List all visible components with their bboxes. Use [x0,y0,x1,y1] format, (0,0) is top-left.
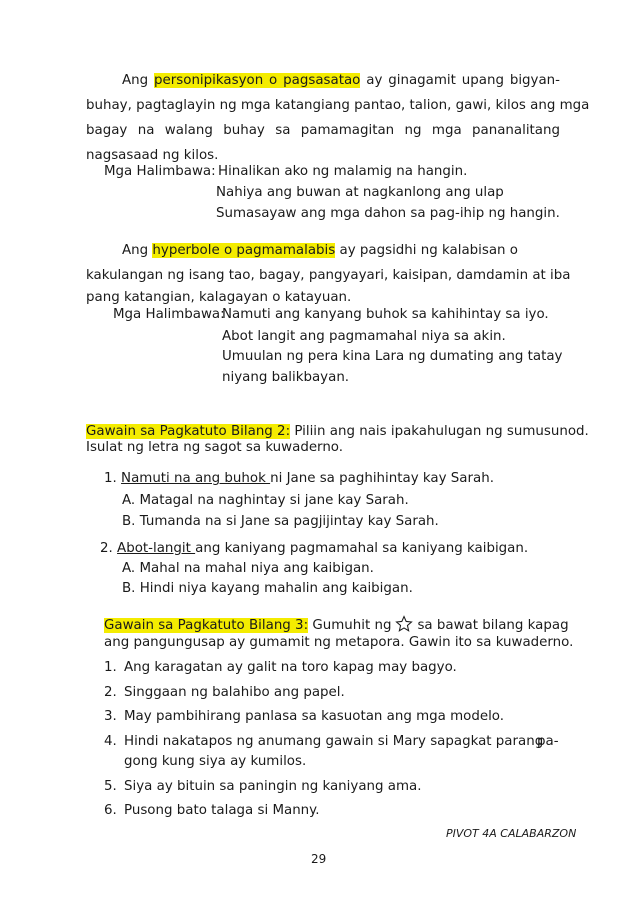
gawain2-item-2-choice-b: B. Hindi niya kayang mahalin ang kaibigan. [122,581,413,596]
gawain3-item-2: 2. Singgaan ng balahibo ang papel. [104,685,345,700]
page-number: 29 [311,852,327,866]
hyperbole-example-2: Abot langit ang pagmamahal niya sa akin. [222,329,506,344]
gawain3-instruction-line-2: ang pangungusap ay gumamit ng metapora. Gawin ito sa kuwaderno. [104,635,574,650]
personipikasyon-line-2: buhay, pagtaglayin ng mga katangiang pantao, talion, gawi, kilos ang mga [86,98,590,113]
gawain2-item-2-choice-a: A. Mahal na mahal niya ang kaibigan. [122,561,374,576]
hyperbole-line-3: pang katangian, kalagayan o katayuan. [86,290,352,305]
personipikasyon-line-1: Ang personipikasyon o pagsasatao ay ginagamit upang bigyan- [122,73,560,88]
gawain2-instruction-line-2: Isulat ng letra ng sagot sa kuwaderno. [86,440,344,455]
personipikasyon-examples-label: Mga Halimbawa: [104,164,216,179]
gawain3-instruction-line-1: Gawain sa Pagkatuto Bilang 3: Gumuhit ng sa bawat bilang kapag [104,615,569,635]
gawain3-item-4-cont: gong kung siya ay kumilos. [124,754,307,769]
hyperbole-line-1: Ang hyperbole o pagmamalabis ay pagsidhi ng kalabisan o [122,243,518,258]
gawain3-item-4: 4. Hindi nakatapos ng anumang gawain si Mary sapagkat parang [104,734,544,749]
personipikasyon-example-1: Hinalikan ako ng malamig na hangin. [218,164,468,179]
term-hyperbole: hyperbole o pagmamalabis [152,243,336,258]
gawain3-item-1: 1. Ang karagatan ay galit na toro kapag may bagyo. [104,660,457,675]
gawain2-item-1-choice-a: A. Matagal na naghintay si jane kay Sarah. [122,493,409,508]
gawain2-item-1: 1. Namuti na ang buhok ni Jane sa paghihintay kay Sarah. [104,471,494,486]
hyperbole-examples-label: Mga Halimbawa: [113,307,225,322]
gawain2-title: Gawain sa Pagkatuto Bilang 2: [86,424,291,439]
personipikasyon-example-2: Nahiya ang buwan at nagkanlong ang ulap [216,185,504,200]
hyperbole-example-3-cont: niyang balikbayan. [222,370,350,385]
gawain2-item-2: 2. Abot-langit ang kaniyang pagmamahal sa kaniyang kaibigan. [100,541,529,556]
term-personipikasyon: personipikasyon o pagsasatao [154,73,361,88]
personipikasyon-line-3: bagay na walang buhay sa pamamagitan ng mga pananalitang [86,123,560,138]
footer-label: PIVOT 4A CALABARZON [446,827,577,840]
gawain3-item-6: 6. Pusong bato talaga si Manny. [104,803,320,818]
gawain2-item-2-underlined: Abot-langit [117,541,196,556]
gawain2-instruction-line-1: Gawain sa Pagkatuto Bilang 2: Piliin ang nais ipakahulugan ng sumusunod. [86,424,589,439]
gawain2-item-1-underlined: Namuti na ang buhok [121,471,271,486]
star-outline-icon [395,615,413,633]
personipikasyon-line-4: nagsasaad ng kilos. [86,148,219,163]
personipikasyon-example-3: Sumasayaw ang mga dahon sa pag-ihip ng hangin. [216,206,560,221]
gawain3-item-4-end: pa- [537,734,559,749]
gawain3-title: Gawain sa Pagkatuto Bilang 3: [104,618,309,633]
hyperbole-example-3: Umuulan ng pera kina Lara ng dumating ang tatay [222,349,563,364]
gawain3-item-5: 5. Siya ay bituin sa paningin ng kaniyang ama. [104,779,422,794]
gawain2-item-1-choice-b: B. Tumanda na si Jane sa pagjijintay kay Sarah. [122,514,439,529]
gawain3-item-3: 3. May pambihirang panlasa sa kasuotan ang mga modelo. [104,709,505,724]
hyperbole-example-1: Namuti ang kanyang buhok sa kahihintay sa iyo. [222,307,549,322]
hyperbole-line-2: kakulangan ng isang tao, bagay, pangyayari, kaisipan, damdamin at iba [86,268,571,283]
